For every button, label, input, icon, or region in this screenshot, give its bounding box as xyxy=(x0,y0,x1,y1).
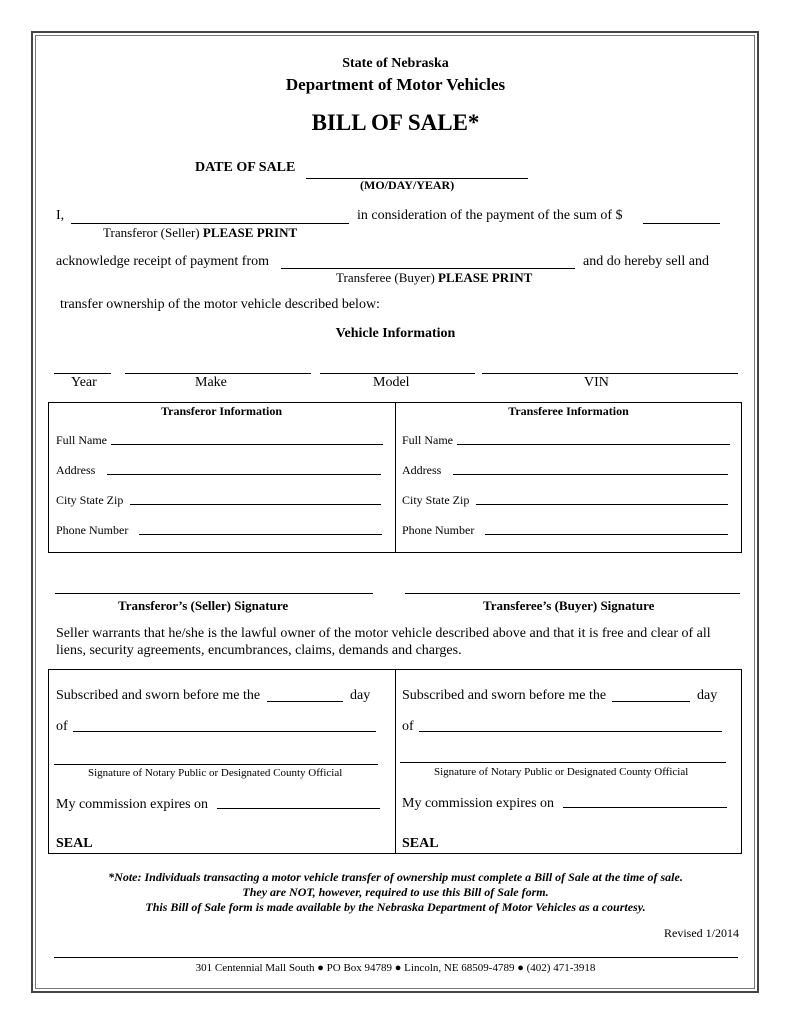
transferor-phone-field[interactable] xyxy=(139,521,382,535)
state-heading: State of Nebraska xyxy=(342,56,449,71)
date-of-sale-field[interactable] xyxy=(306,160,528,179)
vehicle-info-heading: Vehicle Information xyxy=(335,326,456,341)
notary-right-day-field[interactable] xyxy=(612,701,690,702)
notary-left-commission-field[interactable] xyxy=(217,808,380,809)
transferee-address-label: Address xyxy=(402,463,442,477)
notary-left-of: of xyxy=(56,719,68,734)
transferee-city-field[interactable] xyxy=(476,491,728,505)
seller-name-field[interactable] xyxy=(71,206,349,224)
notary-divider xyxy=(395,669,396,854)
notary-left-day: day xyxy=(350,688,371,703)
page-title: BILL OF SALE* xyxy=(311,110,480,135)
party-info-divider xyxy=(395,402,396,553)
transferee-full-name-label: Full Name xyxy=(402,433,453,447)
make-label: Make xyxy=(195,375,227,390)
notary-left-seal: SEAL xyxy=(56,836,93,851)
note-line-1: *Note: Individuals transacting a motor vehicle transfer of ownership must complete a Bill of Sale at the time of sale. xyxy=(108,870,683,884)
notary-left-of-field[interactable] xyxy=(73,731,376,732)
make-field[interactable] xyxy=(125,357,311,374)
transferor-phone-label: Phone Number xyxy=(56,523,129,537)
notary-right-signature-label: Signature of Notary Public or Designated County Official xyxy=(434,766,689,778)
transferor-full-name-field[interactable] xyxy=(111,431,383,445)
notary-right-of-field[interactable] xyxy=(419,731,722,732)
i-prefix: I, xyxy=(56,208,65,223)
buyer-signature-label: Transferee’s (Buyer) Signature xyxy=(483,598,655,613)
note-line-2: They are NOT, however, required to use this Bill of Sale form. xyxy=(242,885,549,899)
model-field[interactable] xyxy=(320,357,475,374)
notary-right-seal: SEAL xyxy=(402,836,439,851)
notary-right-commission-field[interactable] xyxy=(563,807,727,808)
notary-right-signature-line[interactable] xyxy=(400,762,726,763)
notary-left-commission: My commission expires on xyxy=(56,797,209,812)
date-of-sale-label: DATE OF SALE xyxy=(195,160,296,175)
buyer-signature-line[interactable] xyxy=(405,593,740,594)
vin-field[interactable] xyxy=(482,357,738,374)
seller-signature-line[interactable] xyxy=(55,593,373,594)
notary-right-day: day xyxy=(697,688,718,703)
amount-field[interactable] xyxy=(643,206,720,224)
vin-label: VIN xyxy=(584,375,609,390)
transferor-address-label: Address xyxy=(56,463,96,477)
transferee-city-label: City State Zip xyxy=(402,493,470,507)
notary-right-subscribed: Subscribed and sworn before me the xyxy=(402,688,607,703)
revised-date: Revised 1/2014 xyxy=(664,926,739,940)
year-field[interactable] xyxy=(54,357,111,374)
footer-address: 301 Centennial Mall South ● PO Box 94789 ● Lincoln, NE 68509-4789 ● (402) 471-3918 xyxy=(195,962,596,974)
note-line-3: This Bill of Sale form is made available by the Nebraska Department of Motor Vehicles as a courtesy. xyxy=(145,900,646,914)
seller-print-hint: Transferor (Seller) PLEASE PRINT xyxy=(103,225,298,240)
buyer-name-field[interactable] xyxy=(281,252,575,269)
transferor-address-field[interactable] xyxy=(107,461,381,475)
transferee-full-name-field[interactable] xyxy=(457,431,730,445)
notary-left-day-field[interactable] xyxy=(267,701,343,702)
transfer-text: transfer ownership of the motor vehicle described below: xyxy=(60,297,380,312)
year-label: Year xyxy=(71,375,97,390)
transferor-full-name-label: Full Name xyxy=(56,433,107,447)
transferor-city-field[interactable] xyxy=(130,491,381,505)
transferee-address-field[interactable] xyxy=(453,461,728,475)
department-heading: Department of Motor Vehicles xyxy=(285,75,506,94)
notary-left-signature-label: Signature of Notary Public or Designated County Official xyxy=(88,767,343,779)
footer-rule xyxy=(54,957,738,958)
transferor-city-label: City State Zip xyxy=(56,493,124,507)
sum-text: in consideration of the payment of the sum of $ xyxy=(357,208,623,223)
sell-text: and do hereby sell and xyxy=(583,254,709,269)
model-label: Model xyxy=(373,375,410,390)
warranty-line-2: liens, security agreements, encumbrances, claims, demands and charges. xyxy=(56,643,462,658)
transferor-heading: Transferor Information xyxy=(161,404,282,418)
transferee-phone-label: Phone Number xyxy=(402,523,475,537)
seller-signature-label: Transferor’s (Seller) Signature xyxy=(118,598,289,613)
receipt-text: acknowledge receipt of payment from xyxy=(56,254,270,269)
transferee-phone-field[interactable] xyxy=(485,521,728,535)
transferee-heading: Transferee Information xyxy=(508,404,629,418)
warranty-line-1: Seller warrants that he/she is the lawful owner of the motor vehicle described above and that it is free and clear of all xyxy=(56,626,711,641)
date-format-hint: (MO/DAY/YEAR) xyxy=(360,178,455,192)
notary-left-subscribed: Subscribed and sworn before me the xyxy=(56,688,261,703)
notary-right-of: of xyxy=(402,719,414,734)
buyer-print-hint: Transferee (Buyer) PLEASE PRINT xyxy=(336,270,533,285)
notary-left-signature-line[interactable] xyxy=(54,764,378,765)
notary-right-commission: My commission expires on xyxy=(402,796,555,811)
